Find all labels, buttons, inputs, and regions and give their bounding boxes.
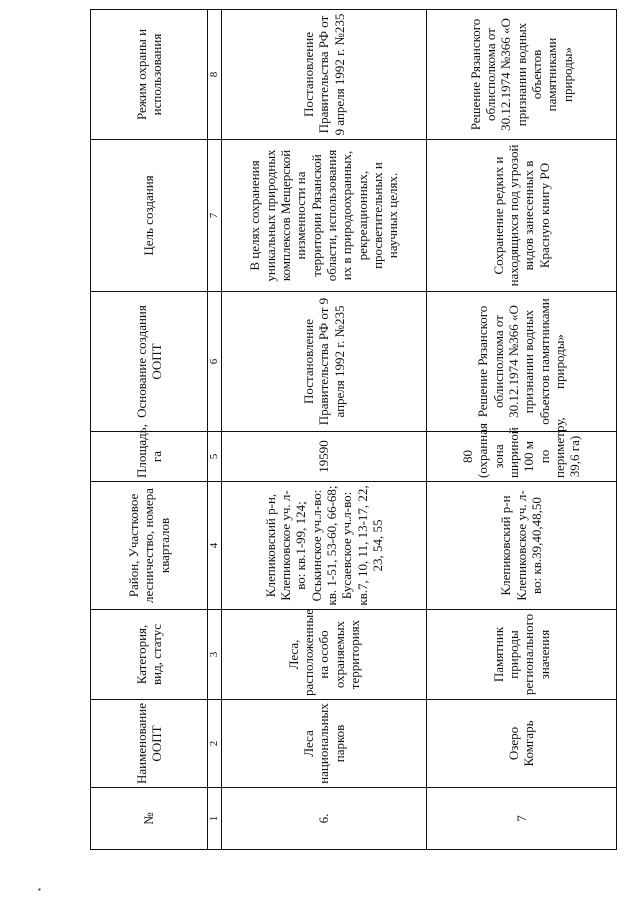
- row-number: 6.: [221, 788, 426, 850]
- row-area: 80 (охранная зона шириной 100 м по периметру, 39,6 га): [426, 432, 616, 482]
- table-row: [221, 10, 426, 850]
- row-district: Клепиковский р-н, Клепиковское уч. л-во: кв.1-99, 124; Оськинское уч.л-во: кв. 1-51, 53-60, 66-68; Бусаевское уч.л-во: кв.7, 10, 11, 13-17, 22, 23, 54, 55: [221, 482, 426, 610]
- row-district: Клепиковский р-н Клепиковское уч. л-во: кв.39,40,48,50: [426, 482, 616, 610]
- col-number: 3: [208, 610, 222, 700]
- col-number: 6: [208, 292, 222, 432]
- row-regime: Постановление Правительства РФ от 9 апреля 1992 г. №235: [221, 10, 426, 140]
- header-row: [91, 10, 208, 850]
- table-row: [426, 10, 616, 850]
- row-number: 7: [426, 788, 616, 850]
- row-purpose: В целях сохранения уникальных природных комплексов Мещерской низменности на территории Рязанской области, использования их в природоохранных, рекреационных, просветительных и научных целях.: [221, 140, 426, 292]
- margin-mark: ▪: [38, 885, 41, 894]
- ootp-table: [90, 9, 617, 850]
- header-district: Район, Участковое лесничество, номера кварталов: [91, 482, 208, 610]
- row-name: Озеро Комгарь: [426, 700, 616, 788]
- col-number: 2: [208, 700, 222, 788]
- header-basis: Основание создания ООПТ: [91, 292, 208, 432]
- header-category: Категория, вид, статус: [91, 610, 208, 700]
- row-basis: Постановление Правительства РФ от 9 апреля 1992 г. №235: [221, 292, 426, 432]
- header-no: №: [91, 788, 208, 850]
- row-purpose: Сохранение редких и находящихся под угрозой видов занесенных в Красную книгу РО: [426, 140, 616, 292]
- header-purpose: Цель создания: [91, 140, 208, 292]
- row-area: 19590: [221, 432, 426, 482]
- col-number: 1: [208, 788, 222, 850]
- rotated-table-container: [90, 10, 615, 850]
- col-number: 8: [208, 10, 222, 140]
- header-regime: Режим охраны и использования: [91, 10, 208, 140]
- row-category: Леса, расположенные на особо охраняемых территориях: [221, 610, 426, 700]
- row-basis: Решение Рязанского облисполкома от 30.12.1974 №366 «О признании водных объектов памятниками природы»: [426, 292, 616, 432]
- col-number: 4: [208, 482, 222, 610]
- col-number: 7: [208, 140, 222, 292]
- row-name: Леса национальных парков: [221, 700, 426, 788]
- header-area: Площадь, га: [91, 432, 208, 482]
- col-number: 5: [208, 432, 222, 482]
- row-category: Памятник природы регионального значения: [426, 610, 616, 700]
- row-regime: Решение Рязанского облисполкома от 30.12.1974 №366 «О признании водных объектов памятниками природы»: [426, 10, 616, 140]
- header-name: Наименование ООПТ: [91, 700, 208, 788]
- column-number-row: [208, 10, 222, 850]
